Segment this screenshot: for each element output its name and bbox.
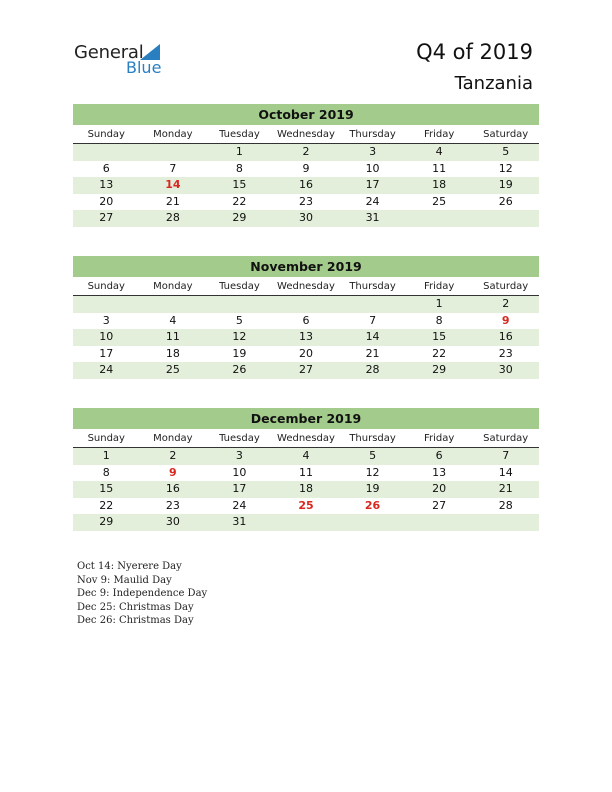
day-cell: 15	[99, 482, 114, 495]
day-cell: 17	[365, 178, 380, 191]
day-cell: 30	[298, 211, 313, 224]
day-cell: 22	[99, 498, 114, 512]
day-cell: 7	[369, 313, 377, 327]
day-cell: 13	[432, 465, 447, 479]
day-cell: 3	[235, 449, 243, 462]
week-row	[73, 210, 539, 227]
day-cell: 31	[232, 515, 247, 528]
day-cell: 5	[369, 449, 377, 462]
week-row	[73, 346, 539, 363]
day-cell	[140, 144, 207, 161]
logo-text-general: General	[74, 42, 144, 63]
holiday-item: Dec 9: Independence Day	[77, 588, 208, 600]
day-cell: 19	[498, 178, 513, 191]
day-cell	[73, 296, 140, 313]
day-cell: 30	[165, 515, 180, 528]
week-row	[73, 161, 539, 178]
weekday-label: Tuesday	[219, 433, 260, 444]
day-cell: 28	[365, 363, 380, 376]
day-cell: 24	[99, 363, 114, 376]
day-cell: 22	[432, 346, 447, 360]
weekday-label: Friday	[423, 433, 455, 444]
weekday-label: Saturday	[483, 281, 529, 292]
day-cell: 21	[498, 482, 513, 495]
day-cell: 4	[435, 145, 443, 158]
day-cell: 6	[302, 313, 310, 327]
month-title: October 2019	[73, 104, 539, 125]
day-cell: 29	[232, 211, 247, 224]
day-cell: 17	[99, 346, 114, 360]
day-cell: 8	[235, 161, 243, 175]
day-cell: 18	[432, 178, 447, 191]
day-cell: 9	[302, 161, 310, 175]
day-cell: 23	[165, 498, 180, 512]
day-cell: 23	[298, 194, 313, 208]
day-cell: 2	[169, 449, 177, 462]
weekday-label: Thursday	[349, 281, 396, 292]
day-cell: 12	[365, 465, 380, 479]
day-cell: 3	[102, 313, 110, 327]
day-cell: 8	[435, 313, 443, 327]
week-row	[73, 514, 539, 531]
day-cell: 7	[502, 449, 510, 462]
weekday-label: Monday	[153, 281, 193, 292]
logo-text-blue: Blue	[126, 58, 162, 77]
day-cell: 15	[432, 330, 447, 343]
weekday-label: Sunday	[87, 433, 125, 444]
month-october	[73, 104, 539, 227]
holiday-day-cell: 9	[169, 465, 177, 479]
day-cell: 6	[435, 449, 443, 462]
day-cell: 20	[99, 194, 114, 208]
day-cell: 28	[165, 211, 180, 224]
day-cell	[273, 296, 340, 313]
day-cell	[406, 210, 473, 227]
weekday-header-row	[73, 277, 539, 296]
weekday-label: Friday	[423, 281, 455, 292]
week-row	[73, 329, 539, 346]
day-cell: 12	[498, 161, 513, 175]
day-cell: 11	[432, 161, 447, 175]
day-cell: 25	[432, 194, 447, 208]
day-cell: 29	[99, 515, 114, 528]
holiday-day-cell: 26	[364, 498, 381, 512]
day-cell: 10	[232, 465, 247, 479]
week-row	[73, 481, 539, 498]
day-cell: 31	[365, 211, 380, 224]
day-cell: 12	[232, 330, 247, 343]
weekday-label: Tuesday	[219, 129, 260, 140]
day-cell: 13	[298, 330, 313, 343]
day-cell: 23	[498, 346, 513, 360]
quarter-title: Q4 of 2019	[416, 40, 533, 64]
day-cell	[206, 296, 273, 313]
weekday-label: Friday	[423, 129, 455, 140]
day-cell: 20	[432, 482, 447, 495]
holiday-item: Dec 25: Christmas Day	[77, 601, 194, 613]
day-cell: 17	[232, 482, 247, 495]
day-cell: 10	[99, 330, 114, 343]
week-row	[73, 362, 539, 379]
weekday-header-row	[73, 125, 539, 144]
day-cell: 1	[435, 297, 443, 310]
day-cell: 11	[165, 330, 180, 343]
weekday-label: Monday	[153, 129, 193, 140]
day-cell: 15	[232, 178, 247, 191]
week-row	[73, 465, 539, 482]
day-cell: 5	[235, 313, 243, 327]
day-cell: 1	[102, 449, 110, 462]
month-title: December 2019	[73, 408, 539, 429]
day-cell: 24	[365, 194, 380, 208]
day-cell: 21	[165, 194, 180, 208]
day-cell	[339, 296, 406, 313]
holiday-item: Dec 26: Christmas Day	[77, 615, 194, 627]
holiday-day-cell: 14	[165, 178, 181, 191]
day-cell: 16	[165, 482, 180, 495]
weekday-label: Wednesday	[277, 281, 335, 292]
day-cell	[472, 514, 539, 531]
holiday-day-cell: 9	[501, 313, 510, 327]
day-cell	[73, 144, 140, 161]
day-cell: 11	[298, 465, 313, 479]
day-cell: 26	[498, 194, 513, 208]
month-title: November 2019	[73, 256, 539, 277]
weekday-label: Wednesday	[277, 129, 335, 140]
day-cell: 14	[365, 330, 380, 343]
day-cell: 27	[99, 211, 114, 224]
day-cell: 1	[235, 145, 243, 158]
weekday-label: Saturday	[483, 433, 529, 444]
day-cell	[472, 210, 539, 227]
month-december	[73, 408, 539, 531]
day-cell: 16	[298, 178, 313, 191]
day-cell: 6	[102, 161, 110, 175]
country-title: Tanzania	[454, 73, 533, 94]
holiday-item: Nov 9: Maulid Day	[77, 574, 172, 586]
weekday-label: Wednesday	[277, 433, 335, 444]
day-cell: 10	[365, 161, 380, 175]
day-cell: 18	[298, 482, 313, 495]
day-cell	[406, 514, 473, 531]
weekday-label: Tuesday	[219, 281, 260, 292]
day-cell: 14	[498, 465, 513, 479]
day-cell	[140, 296, 207, 313]
week-row	[73, 448, 539, 465]
weekday-header-row	[73, 429, 539, 448]
day-cell: 30	[498, 363, 513, 376]
day-cell: 29	[432, 363, 447, 376]
holiday-item: Oct 14: Nyerere Day	[77, 561, 182, 572]
weekday-label: Sunday	[87, 129, 125, 140]
day-cell: 4	[302, 449, 310, 462]
week-row	[73, 194, 539, 211]
day-cell: 19	[365, 482, 380, 495]
day-cell: 20	[298, 346, 313, 360]
day-cell: 24	[232, 498, 247, 512]
day-cell: 16	[498, 330, 513, 343]
month-november	[73, 256, 539, 379]
weekday-label: Monday	[153, 433, 193, 444]
week-row	[73, 498, 539, 515]
day-cell: 26	[232, 363, 247, 376]
day-cell: 13	[99, 178, 114, 191]
holiday-day-cell: 25	[298, 498, 314, 512]
weekday-label: Sunday	[87, 281, 125, 292]
day-cell	[339, 514, 406, 531]
week-row	[73, 144, 539, 161]
generalblue-logo	[74, 42, 174, 82]
day-cell: 27	[298, 363, 313, 376]
day-cell: 19	[232, 346, 247, 360]
day-cell	[273, 514, 340, 531]
day-cell: 2	[502, 297, 510, 310]
day-cell: 21	[365, 346, 380, 360]
week-row	[73, 296, 539, 313]
day-cell: 3	[369, 145, 377, 158]
day-cell: 18	[165, 346, 180, 360]
day-cell: 5	[502, 145, 510, 158]
week-row	[73, 177, 539, 194]
day-cell: 27	[432, 498, 447, 512]
day-cell: 4	[169, 313, 177, 327]
day-cell: 28	[498, 498, 513, 512]
weekday-label: Saturday	[483, 129, 529, 140]
day-cell: 22	[232, 194, 247, 208]
week-row	[73, 313, 539, 330]
day-cell: 25	[165, 363, 180, 376]
weekday-label: Thursday	[349, 129, 396, 140]
weekday-label: Thursday	[349, 433, 396, 444]
day-cell: 8	[102, 465, 110, 479]
day-cell: 7	[169, 161, 177, 175]
holiday-list	[77, 560, 207, 628]
day-cell: 2	[302, 145, 310, 158]
